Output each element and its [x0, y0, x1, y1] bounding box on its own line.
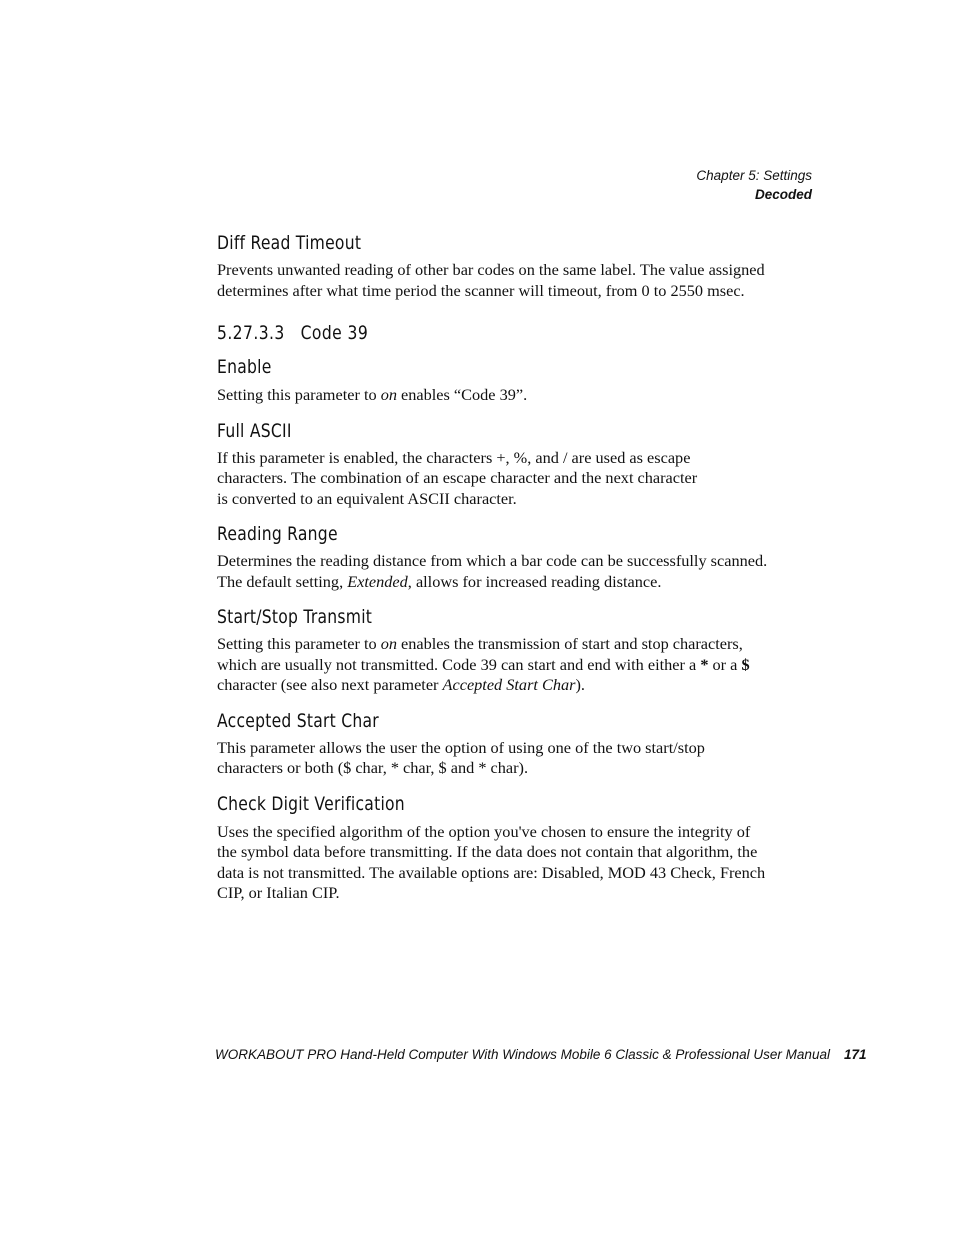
- bold-char: $: [741, 654, 750, 674]
- text-run: The default setting,: [217, 571, 348, 591]
- heading-check-digit-verification: Check Digit Verification: [217, 792, 405, 815]
- paragraph-start-stop-transmit: [217, 634, 787, 696]
- text-run: Setting this parameter to: [217, 634, 381, 653]
- text-run: enables the transmission of start and stop characters,: [396, 634, 743, 653]
- paragraph-check-digit-verification: [217, 822, 787, 904]
- heading-accepted-start-char: Accepted Start Char: [217, 709, 379, 732]
- emphasis: on: [380, 634, 397, 653]
- para-line: Prevents unwanted reading of other bar codes on the same label. The value assigned: [217, 260, 765, 279]
- section-heading-code-39: [217, 322, 684, 344]
- heading-full-ascii: Full ASCII: [217, 419, 292, 442]
- bold-char: *: [700, 654, 709, 674]
- paragraph-enable: [217, 385, 787, 406]
- text-run: enables “Code 39”.: [396, 385, 528, 404]
- heading-start-stop-transmit: Start/Stop Transmit: [217, 606, 373, 628]
- para-line: is converted to an equivalent ASCII character.: [217, 488, 517, 508]
- emphasis: Accepted Start Char: [442, 675, 576, 694]
- text-run: which are usually not transmitted. Code 39 can start and end with either a: [217, 654, 701, 674]
- para-line: the symbol data before transmitting. If the data does not contain that algorithm, the: [217, 842, 758, 861]
- heading-enable: Enable: [217, 356, 272, 378]
- page-content: [217, 232, 787, 904]
- page-number: 171: [843, 1047, 867, 1062]
- para-line: This parameter allows the user the option of using one of the two start/stop: [217, 737, 705, 757]
- para-line: If this parameter is enabled, the characters +, %, and / are used as escape: [217, 447, 691, 467]
- paragraph-full-ascii: [217, 448, 787, 510]
- para-line: Determines the reading distance from which a bar code can be successfully scanned.: [217, 551, 768, 570]
- footer-title: WORKABOUT PRO Hand-Held Computer With Windows Mobile 6 Classic & Professional User Manual: [215, 1047, 830, 1062]
- para-line: characters or both ($ char, * char, $ and * char).: [217, 758, 529, 777]
- running-header-section: Decoded: [754, 187, 812, 202]
- paragraph-reading-range: [217, 551, 787, 592]
- text-run: character (see also next parameter: [217, 675, 443, 694]
- para-line: CIP, or Italian CIP.: [217, 883, 340, 902]
- section-number: 5.27.3.3: [217, 322, 285, 344]
- paragraph-accepted-start-char: [217, 738, 787, 779]
- page-footer: [215, 1047, 867, 1062]
- emphasis: on: [380, 385, 397, 404]
- text-run: ).: [575, 675, 585, 694]
- running-header-chapter: Chapter 5: Settings: [696, 168, 812, 183]
- para-line: Uses the specified algorithm of the option you've chosen to ensure the integrity of: [217, 821, 751, 841]
- para-line: data is not transmitted. The available options are: Disabled, MOD 43 Check, French: [217, 862, 766, 882]
- para-line: characters. The combination of an escape character and the next character: [217, 468, 698, 487]
- emphasis: Extended: [347, 571, 408, 591]
- section-title: Code 39: [300, 322, 369, 344]
- text-run: or a: [708, 654, 742, 674]
- paragraph-diff-read-timeout: [217, 260, 787, 301]
- text-run: Setting this parameter to: [217, 385, 381, 404]
- para-line: determines after what time period the scanner will timeout, from 0 to 2550 msec.: [217, 280, 745, 300]
- text-run: , allows for increased reading distance.: [407, 571, 662, 591]
- heading-diff-read-timeout: Diff Read Timeout: [217, 232, 362, 254]
- heading-reading-range: Reading Range: [217, 523, 338, 545]
